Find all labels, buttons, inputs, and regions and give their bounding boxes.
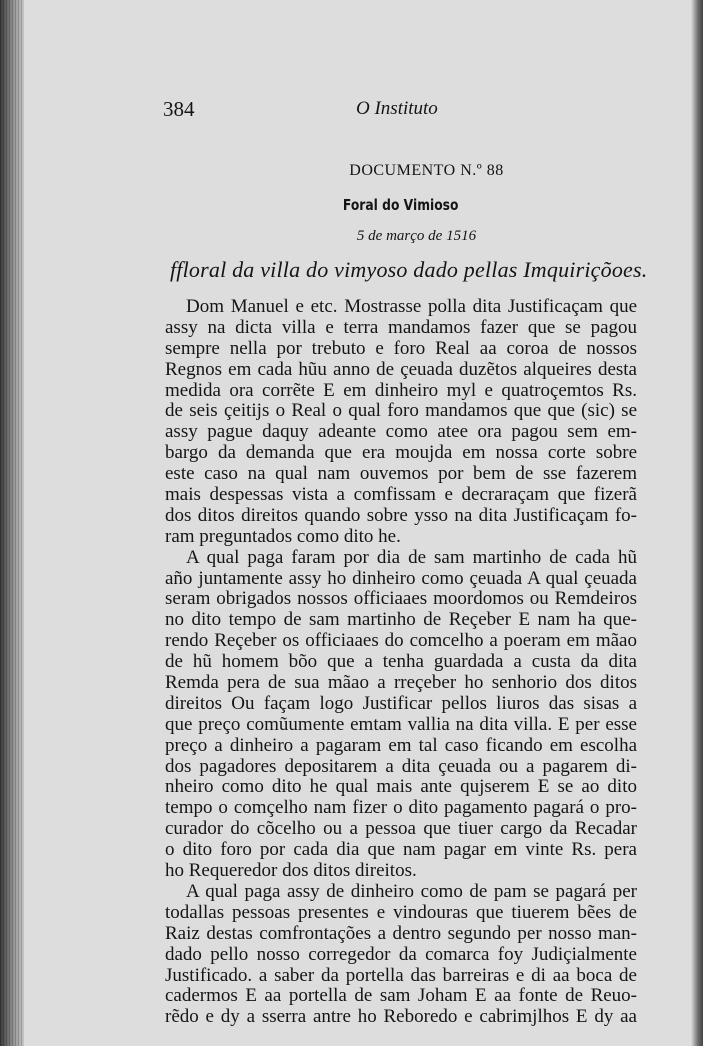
text-line: Justificado. a saber da portella das barreiras e di aa boca de (165, 964, 637, 986)
text-line: dado pello nosso corregedor da comarca foy Judiçialmente (165, 943, 637, 965)
text-line: nheiro como dito he qual mais ante qujserem E se ao dito (165, 776, 637, 798)
text-line: Raiz destas comfrontações a dentro segundo per nosso man- (165, 922, 637, 944)
text-line: bargo da demanda que era moujda em nossa corte sobre (165, 442, 637, 464)
page-edge-shadow (691, 0, 703, 1046)
text-line: Regnos em cada hũu anno de çeuada duzẽtos alqueires desta (165, 358, 637, 380)
text-line: Remda pera de sua mãao a rreçeber ho senhorio dos ditos (165, 672, 637, 694)
text-line: año juntamente assy ho dinheiro como çeuada A qual çeuada (165, 567, 637, 589)
text-line: rẽdo e dy a sserra antre ho Reboredo e cabrimjlhos E dy aa (165, 1006, 637, 1028)
text-line: o dito foro por cada dia que nam pagar em vinte Rs. pera (165, 839, 637, 861)
text-line: Dom Manuel e etc. Mostrasse polla dita Justificaçam que (186, 296, 637, 317)
page-number: 384 (163, 97, 195, 121)
text-line: que preço comũumente emtam vallia na dita villa. E per esse (165, 713, 637, 735)
text-line: curador do cõcelho ou a pessoa que tiuer cargo da Recadar (165, 818, 637, 840)
text-line: direitos Ou façam logo Justificar pellos liuros das sisas a (165, 692, 637, 714)
text-line: assy na dicta villa e terra mandamos fazer que se pagou (165, 316, 637, 338)
text-line: ram preguntados como dito he. (165, 525, 401, 547)
document-title: Foral do Vimioso (342, 196, 459, 214)
text-line: A qual paga assy de dinheiro como de pam se pagará per (186, 880, 637, 902)
text-line: ho Requeredor dos ditos direitos. (165, 860, 417, 882)
text-line: preço a dinheiro a pagaram em tal caso ficando em escolha (165, 734, 637, 756)
document-number: DOCUMENTO N.º 88 (349, 162, 504, 179)
text-line: dos pagadores depositarem a dita çeuada ou a pagarem di- (165, 755, 637, 777)
text-line: tempo o comçelho nam fizer o dito pagamento pagará o pro- (165, 797, 637, 819)
text-line: dos ditos direitos quando sobre ysso na dita Justificaçam fo- (165, 504, 637, 526)
text-line: este caso na qual nam ouvemos por bem de sse fazerem (165, 463, 637, 485)
text-line: A qual paga faram por dia de sam martinho de cada hũ (186, 546, 637, 568)
document-date: 5 de março de 1516 (356, 228, 477, 244)
text-line: no dito tempo de sam martinho de Reçeber E nam ha que- (165, 609, 637, 631)
text-line: de hũ homem bõo que a tenha guardada a custa da dita (165, 651, 637, 673)
document-heading: ffloral da villa do vimyoso dado pellas Imquiriçõoes. (170, 257, 648, 282)
running-title: O Instituto (356, 98, 438, 119)
text-line: assy pague daquy adeante como atee ora pagou sem em- (165, 421, 637, 443)
text-line: sempre nella por trebuto e foro Real aa coroa de nossos (165, 337, 637, 359)
text-line: de seis çeitijs o Real o qual foro mandamos que que (sic) se (165, 400, 637, 422)
book-spine-shadow (0, 0, 24, 1046)
text-line: rendo Reçeber os officiaaes do comcelho a poeram em mãao (165, 630, 637, 652)
text-line: todallas pessoas presentes e vindouras que tiuerem bẽes de (165, 901, 637, 923)
text-line: mais despessas vista a comfissam e decraraçam que fizerã (165, 484, 637, 506)
text-line: seram obrigados nossos officiaaes moordomos ou Remdeiros (165, 588, 637, 610)
text-line: medida ora corrẽte E em dinheiro myl e quatroçemtos Rs. (165, 379, 637, 401)
text-line: cadermos E aa portella de sam Joham E aa fonte de Reuo- (165, 985, 637, 1007)
document-body (165, 297, 637, 1028)
